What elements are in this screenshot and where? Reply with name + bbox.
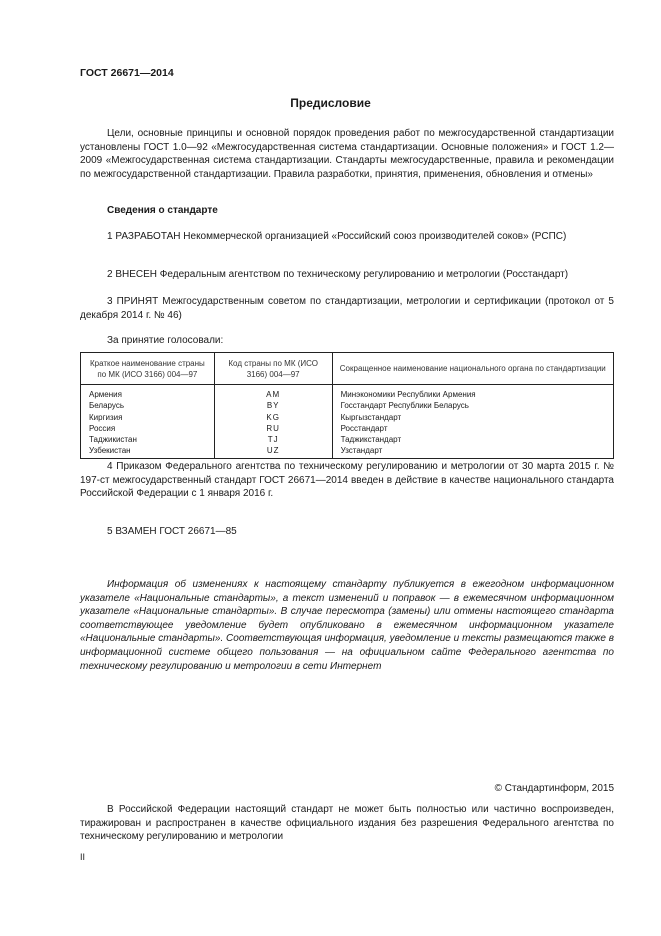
- body-cell: Таджикстандарт: [332, 434, 613, 445]
- intro-paragraph: Цели, основные принципы и основной порядок проведения работ по межгосударственной стандартизации установлены ГОСТ 1.0—92 «Межгосударственная система стандартизации. Основные положения» и ГОСТ 1.2—2009 «Межгосударственная система стандартизации. Стандарты межгосударственные, правила и рекомендации по межгосударственной стандартизации. Правила разработки, принятия, применения, обновления и отмены»: [80, 128, 614, 180]
- voting-table: [80, 352, 614, 459]
- table-row: [81, 445, 614, 458]
- vote-label: За принятие голосовали:: [107, 335, 224, 346]
- table-row: [81, 434, 614, 445]
- header-body: Сокращенное наименование национального органа по стандартизации: [332, 353, 613, 385]
- country-cell: Армения: [81, 385, 215, 401]
- table-row: [81, 423, 614, 434]
- country-cell: Киргизия: [81, 412, 215, 423]
- country-cell: Россия: [81, 423, 215, 434]
- table-row: [81, 385, 614, 401]
- country-cell: Узбекистан: [81, 445, 215, 458]
- header-country: Краткое наименование страны по МК (ИСО 3166) 004—97: [81, 353, 215, 385]
- body-cell: Узстандарт: [332, 445, 613, 458]
- section-title: Сведения о стандарте: [107, 205, 218, 216]
- legal-notice: В Российской Федерации настоящий стандарт не может быть полностью или частично воспроизведен, тиражирован и распространен в качестве официального издания без разрешения Федерального агентства по техническому регулированию и метрологии: [80, 804, 614, 843]
- code-cell: UZ: [214, 445, 332, 458]
- body-cell: Минэкономики Республики Армения: [332, 385, 613, 401]
- code-cell: KG: [214, 412, 332, 423]
- info-note: Информация об изменениях к настоящему стандарту публикуется в ежегодном информационном указателе «Национальные стандарты», а текст изменений и поправок — в ежемесячном информационном указателе «Национальные стандарты». В случае пересмотра (замены) или отмены настоящего стандарта соответствующее уведомление будет опубликовано в ежемесячном информационном указателе «Национальные стандарты». Соответствующая информация, уведомление и тексты размещаются также в информационной системе общего пользования — на официальном сайте Федерального агентства по техническому регулированию и метрологии в сети Интернет: [80, 579, 614, 672]
- header-code: Код страны по МК (ИСО 3166) 004—97: [214, 353, 332, 385]
- body-cell: Кыргызстандарт: [332, 412, 613, 423]
- code-cell: BY: [214, 400, 332, 411]
- country-cell: Беларусь: [81, 400, 215, 411]
- item-enacted: 4 Приказом Федерального агентства по техническому регулированию и метрологии от 30 марта 2015 г. № 197-ст межгосударственный стандарт ГОСТ 26671—2014 введен в действие в качестве национального стандарта Российской Федерации с 1 января 2016 г.: [80, 461, 614, 500]
- item-submitted: 2 ВНЕСЕН Федеральным агентством по техническому регулированию и метрологии (Росстандарт): [107, 269, 569, 280]
- table-row: [81, 412, 614, 423]
- code-cell: RU: [214, 423, 332, 434]
- table-row: [81, 400, 614, 411]
- body-cell: Росстандарт: [332, 423, 613, 434]
- item-developed: 1 РАЗРАБОТАН Некоммерческой организацией «Российский союз производителей соков» (РСПС): [107, 231, 567, 242]
- document-code: ГОСТ 26671—2014: [80, 67, 174, 79]
- code-cell: AM: [214, 385, 332, 401]
- item-adopted: 3 ПРИНЯТ Межгосударственным советом по стандартизации, метрологии и сертификации (протокол от 5 декабря 2014 г. № 46): [80, 296, 614, 321]
- code-cell: TJ: [214, 434, 332, 445]
- copyright-notice: © Стандартинформ, 2015: [494, 783, 614, 794]
- body-cell: Госстандарт Республики Беларусь: [332, 400, 613, 411]
- country-cell: Таджикистан: [81, 434, 215, 445]
- table-header-row: [81, 353, 614, 385]
- page-number: II: [80, 852, 86, 862]
- page-title: Предисловие: [290, 96, 371, 110]
- item-replaces: 5 ВЗАМЕН ГОСТ 26671—85: [107, 526, 237, 537]
